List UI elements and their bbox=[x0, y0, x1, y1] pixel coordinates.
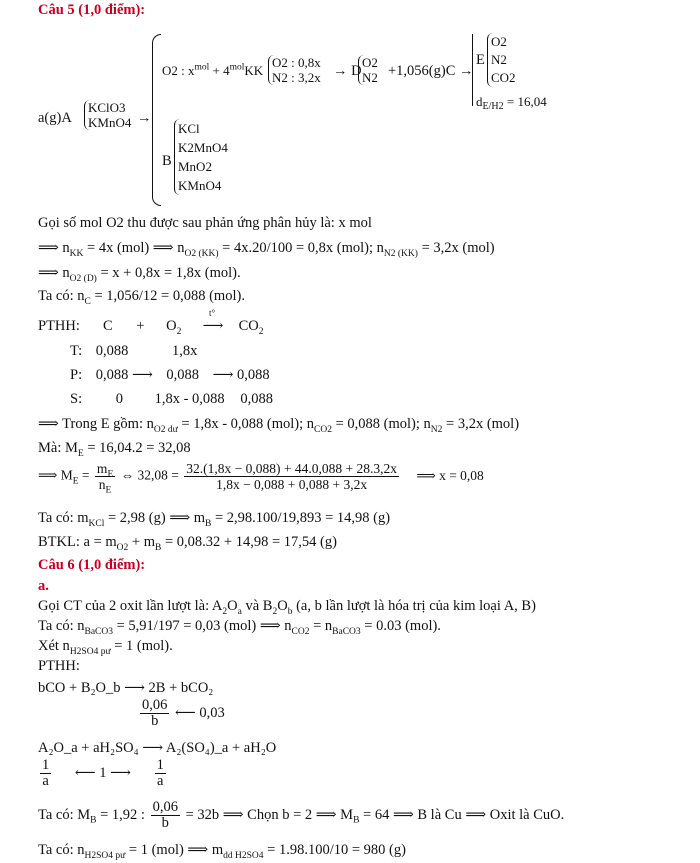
line-5: ⟹ Trong E gồm: $n_{O2 dư} = 1,8x - 0,088$ (mol); $n_{CO2} = 0,088$ (mol); $n_{N2} = 3,2x$ (mol) bbox=[38, 416, 520, 435]
row-T: T: 0,088 1,8x bbox=[70, 343, 198, 359]
q6-line-2: Ta có: $n_{BaCO3} = 5,91/197 = 0,03$ (mol) ⟹ $n_{CO2} = n_{BaCO3} = 0.03$ (mol). bbox=[38, 618, 441, 637]
part-a: a. bbox=[38, 578, 49, 594]
reaction-1-ratio: $\frac{0,06}{b}$ ⟵ 0,03 bbox=[142, 697, 225, 729]
line-3: ⟹ $n_{O2 (D)} = x + 0,8x = 1,8x$ (mol). bbox=[38, 265, 241, 284]
reaction-c-o2: $C + O_2$ t° ⟶ $CO_2$ bbox=[103, 308, 264, 337]
line-8: Ta có: $m_{KCl} = 2,98$ (g) ⟹ $m_B = 2,98.100/19,893 = 14,98$ (g) bbox=[38, 510, 391, 529]
d-brace: O2 N2 bbox=[358, 55, 378, 85]
reaction-2-ratio: $\frac{1}{a}$ ⟵ 1 ⟶ $\frac{1}{a}$ bbox=[42, 757, 164, 789]
q6-line-4: Ta có: $M_B = 1,92$ : $\frac{0,06}{b}$ = 32b ⟹ Chọn b = 2 ⟹ $M_B = 64$ ⟹ B là Cu ⟹ Oxit là CuO. bbox=[38, 799, 565, 831]
line-6: Mà: $M_E = 16,04.2 = 32,08$ bbox=[38, 440, 191, 459]
density-ratio: $d_{E/H2} = 16,04$ bbox=[476, 94, 547, 112]
kk-brace: O2 : 0,8x N2 : 3,2x bbox=[268, 55, 321, 85]
e-brace: O2 N2 CO2 bbox=[487, 33, 516, 87]
line-2: ⟹ $n_{KK} = 4x$ (mol) ⟹ $n_{O2 (KK)} = 4x.20/100 = 0,8x$ (mol); $n_{N2 (KK)} = 3,2x$ (mol) bbox=[38, 240, 495, 259]
o2-row: O2 : $x^{mol} + 4^{mol}KK$ bbox=[162, 62, 264, 78]
line-4: Ta có: $n_C = 1,056/12 = 0,088$ (mol). bbox=[38, 288, 245, 307]
line-1: Gọi số mol O2 thu được sau phản ứng phân hủy là: x mol bbox=[38, 215, 372, 231]
row-P: P: 0,088 ⟶ 0,088 ⟶ 0,088 bbox=[70, 367, 270, 383]
q6-line-1: Gọi CT của 2 oxit lần lượt là: $A_2O_a$ và $B_2O_b$ (a, b lần lượt là hóa trị của kim loại A, B) bbox=[38, 598, 536, 617]
b-brace: KCl K2MnO4 MnO2 KMnO4 bbox=[174, 119, 228, 195]
reaction-co-b2ob: bCO + B₂O_b ⟶ 2B + bCO₂ bbox=[38, 680, 214, 696]
reaction-a2oa-h2so4: A₂O_a + aH₂SO₄ ⟶ A₂(SO₄)_a + aH₂O bbox=[38, 740, 277, 756]
a-label: a(g)A bbox=[38, 110, 72, 126]
q6-line-3: Xét $n_{H2SO4 pư} = 1$ (mol). bbox=[38, 638, 173, 657]
row-S: S: 0 1,8x - 0,088 0,088 bbox=[70, 391, 273, 407]
line-7-equation: ⟹ $M_E$ = $\frac{m_E}{n_E}$ ⇔ 32,08 = $\frac{32.(1,8x - 0,088) + 44.0,088 + 28.3,2x}{1,8x - 0,088 + 0,088 + 3,2x}$ ⟹ x = 0,08 bbox=[38, 461, 484, 496]
question-6-heading: Câu 6 (1,0 điểm): bbox=[38, 557, 146, 573]
main-brace bbox=[152, 34, 161, 206]
question-5-heading: Câu 5 (1,0 điểm): bbox=[38, 2, 146, 18]
q6-line-5: Ta có: $n_{H2SO4 pư} = 1$ (mol) ⟹ $m_{dd H2SO4} = 1.98.100/10 = 980$ (g) bbox=[38, 842, 406, 861]
line-9: BTKL: $a = m_{O2} + m_B = 0,08.32 + 14,98 = 17,54$ (g) bbox=[38, 534, 337, 553]
a-brace: KClO3 KMnO4 bbox=[84, 100, 131, 130]
